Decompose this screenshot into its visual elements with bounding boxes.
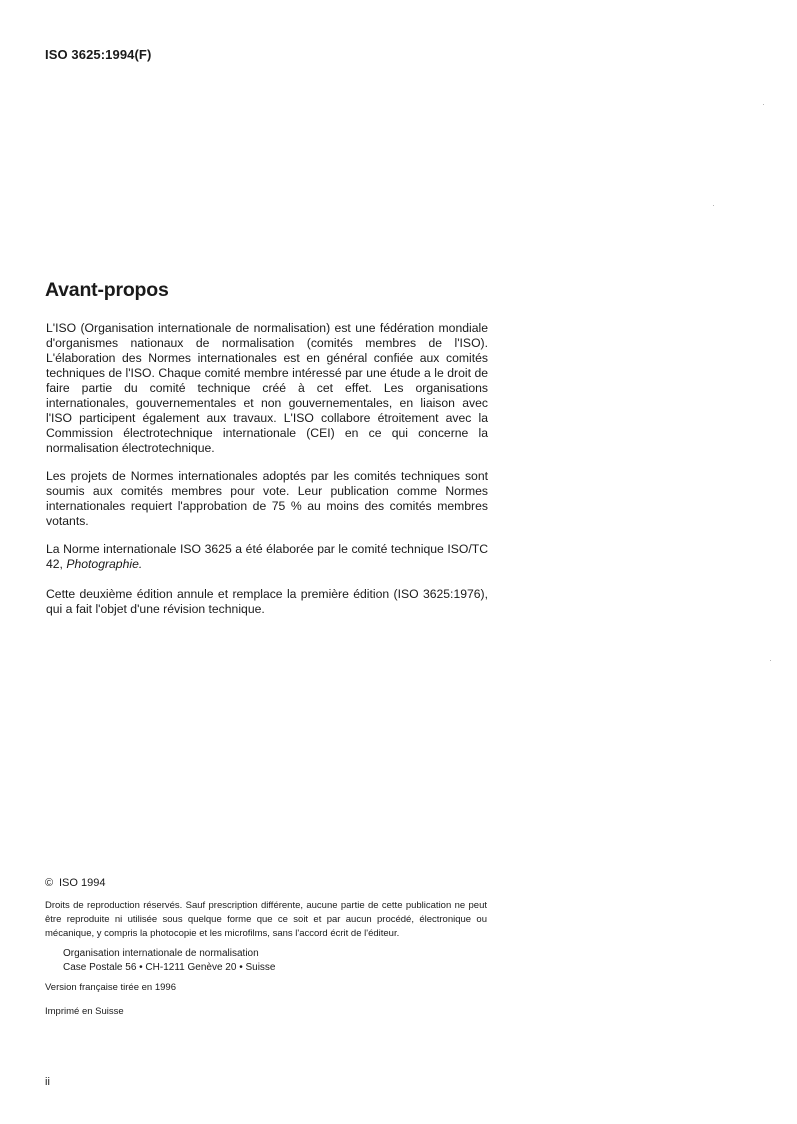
foreword-paragraph-2: Les projets de Normes internationales adoptés par les comités techniques sont soumis aux comités membres pour vote. Leur publication comme Normes internationales requiert l'approbation de 75 % au moins des comités membres votants.	[46, 469, 488, 528]
foreword-paragraph-3-text: La Norme internationale ISO 3625 a été élaborée par le comité technique ISO/TC 42,	[46, 542, 488, 571]
printed-note: Imprimé en Suisse	[45, 1006, 124, 1018]
copyright-line	[45, 877, 487, 889]
publisher-postal: Case Postale 56 • CH-1211 Genève 20 • Suisse	[63, 961, 276, 973]
rights-notice: Droits de reproduction réservés. Sauf prescription différente, aucune partie de cette publication ne peut être reproduite ni utilisée sous quelque forme que ce soit et par aucun procédé, électronique ou mécanique, y compris la photocopie et les microfilms, sans l'accord écrit de l'éditeur.	[45, 900, 487, 939]
scan-speck	[770, 660, 771, 661]
copyright-text: ISO 1994	[59, 877, 106, 889]
publisher-address	[45, 947, 487, 974]
copyright-icon: ©	[45, 877, 54, 889]
foreword-paragraph-3	[46, 542, 488, 572]
scan-speck	[763, 104, 764, 105]
foreword-title: Avant-propos	[45, 279, 169, 301]
copyright-block	[45, 877, 487, 1029]
committee-title: Photographie.	[66, 557, 143, 571]
document-id: ISO 3625:1994(F)	[45, 47, 152, 62]
foreword-paragraph-4: Cette deuxième édition annule et remplace la première édition (ISO 3625:1976), qui a fait l'objet d'une révision technique.	[46, 587, 488, 616]
publisher-name: Organisation internationale de normalisation	[63, 948, 259, 960]
scan-speck	[713, 205, 714, 206]
foreword-paragraph-1: L'ISO (Organisation internationale de normalisation) est une fédération mondiale d'organismes nationaux de normalisation (comités membres de l'ISO). L'élaboration des Normes internationales est en général confiée aux comités techniques de l'ISO. Chaque comité membre intéressé par une étude a le droit de faire partie du comité technique créé à cet effet. Les organisations internationales, gouvernementales et non gouvernementales, en liaison avec l'ISO participent également aux travaux. L'ISO collabore étroitement avec la Commission électrotechnique internationale (CEI) en ce qui concerne la normalisation électrotechnique.	[46, 321, 488, 455]
version-note: Version française tirée en 1996	[45, 982, 176, 994]
page-number: ii	[45, 1076, 50, 1088]
